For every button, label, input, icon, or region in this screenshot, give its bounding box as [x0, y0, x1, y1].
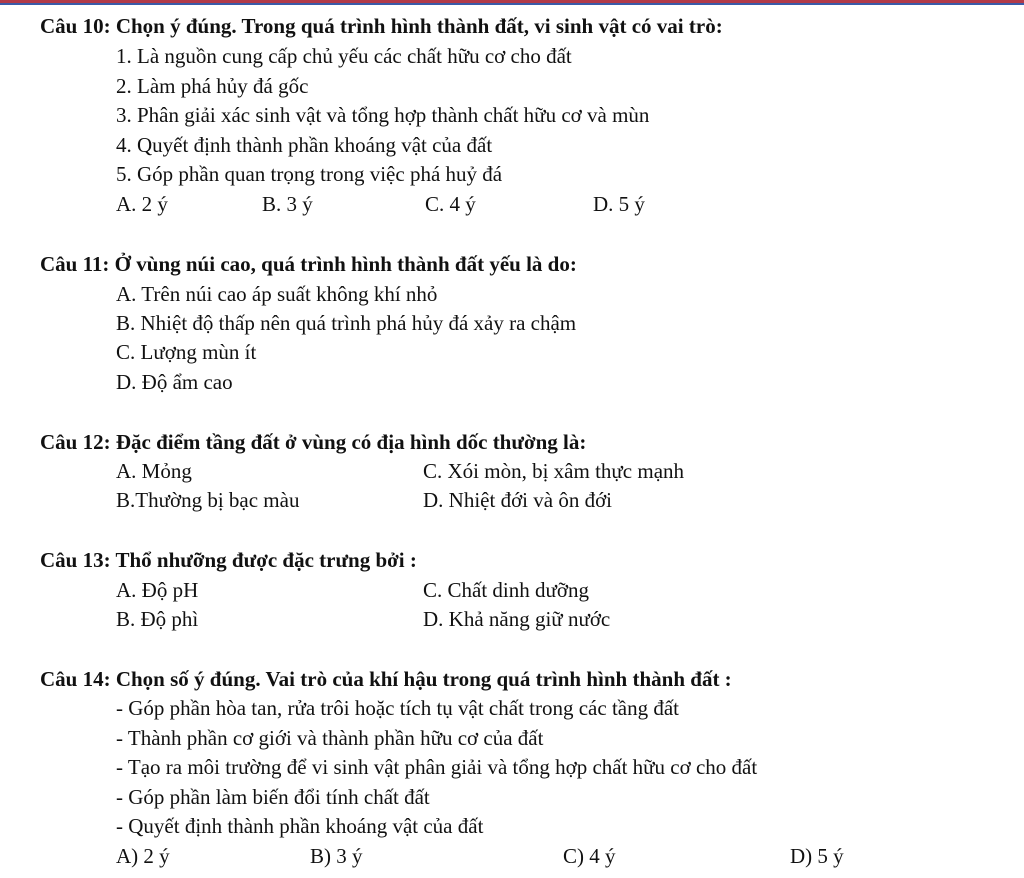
question-10-option-d: D. 5 ý	[593, 192, 645, 216]
question-14-item-5: - Quyết định thành phần khoáng vật của đất	[116, 814, 484, 838]
question-10-item-5: 5. Góp phần quan trọng trong việc phá huỷ đá	[116, 162, 503, 186]
question-14-title: Câu 14: Chọn số ý đúng. Vai trò của khí hậu trong quá trình hình thành đất :	[40, 667, 732, 691]
question-12-option-c: C. Xói mòn, bị xâm thực mạnh	[423, 459, 685, 483]
question-10-option-c: C. 4 ý	[425, 192, 476, 216]
question-14-item-4: - Góp phần làm biến đổi tính chất đất	[116, 785, 430, 809]
question-14-option-a: A) 2 ý	[116, 844, 170, 868]
question-11-title: Câu 11: Ở vùng núi cao, quá trình hình thành đất yếu là do:	[40, 252, 577, 276]
question-10-option-a: A. 2 ý	[116, 192, 168, 216]
question-12-option-a: A. Mỏng	[116, 459, 192, 483]
question-14-item-2: - Thành phần cơ giới và thành phần hữu cơ của đất	[116, 726, 544, 750]
question-14-option-b: B) 3 ý	[310, 844, 363, 868]
question-13-title: Câu 13: Thổ nhưỡng được đặc trưng bởi :	[40, 548, 417, 572]
question-12-option-b: B.Thường bị bạc màu	[116, 488, 300, 512]
question-10-item-1: 1. Là nguồn cung cấp chủ yếu các chất hữu cơ cho đất	[116, 44, 572, 68]
question-12-option-d: D. Nhiệt đới và ôn đới	[423, 488, 613, 512]
question-10-option-b: B. 3 ý	[262, 192, 313, 216]
question-11-option-c: C. Lượng mùn ít	[116, 340, 257, 364]
question-10-item-2: 2. Làm phá hủy đá gốc	[116, 74, 309, 98]
question-13-option-c: C. Chất dinh dưỡng	[423, 578, 589, 602]
question-10-item-3: 3. Phân giải xác sinh vật và tổng hợp thành chất hữu cơ và mùn	[116, 103, 650, 127]
question-13-option-b: B. Độ phì	[116, 607, 199, 631]
question-14-option-d: D) 5 ý	[790, 844, 844, 868]
question-14-item-1: - Góp phần hòa tan, rửa trôi hoặc tích tụ vật chất trong các tầng đất	[116, 696, 680, 720]
question-11-option-b: B. Nhiệt độ thấp nên quá trình phá hủy đá xảy ra chậm	[116, 311, 577, 335]
question-14-item-3: - Tạo ra môi trường để vi sinh vật phân giải và tổng hợp chất hữu cơ cho đất	[116, 755, 758, 779]
question-10-item-4: 4. Quyết định thành phần khoáng vật của đất	[116, 133, 493, 157]
question-13-option-d: D. Khả năng giữ nước	[423, 607, 611, 631]
question-11-option-a: A. Trên núi cao áp suất không khí nhỏ	[116, 282, 438, 306]
question-11-option-d: D. Độ ẩm cao	[116, 370, 233, 394]
question-13-option-a: A. Độ pH	[116, 578, 199, 602]
question-10-title: Câu 10: Chọn ý đúng. Trong quá trình hình thành đất, vi sinh vật có vai trò:	[40, 14, 723, 38]
top-rule	[0, 0, 1024, 5]
top-rule-blue	[0, 3, 1024, 5]
question-14-option-c: C) 4 ý	[563, 844, 616, 868]
question-12-title: Câu 12: Đặc điểm tầng đất ở vùng có địa hình dốc thường là:	[40, 430, 587, 454]
